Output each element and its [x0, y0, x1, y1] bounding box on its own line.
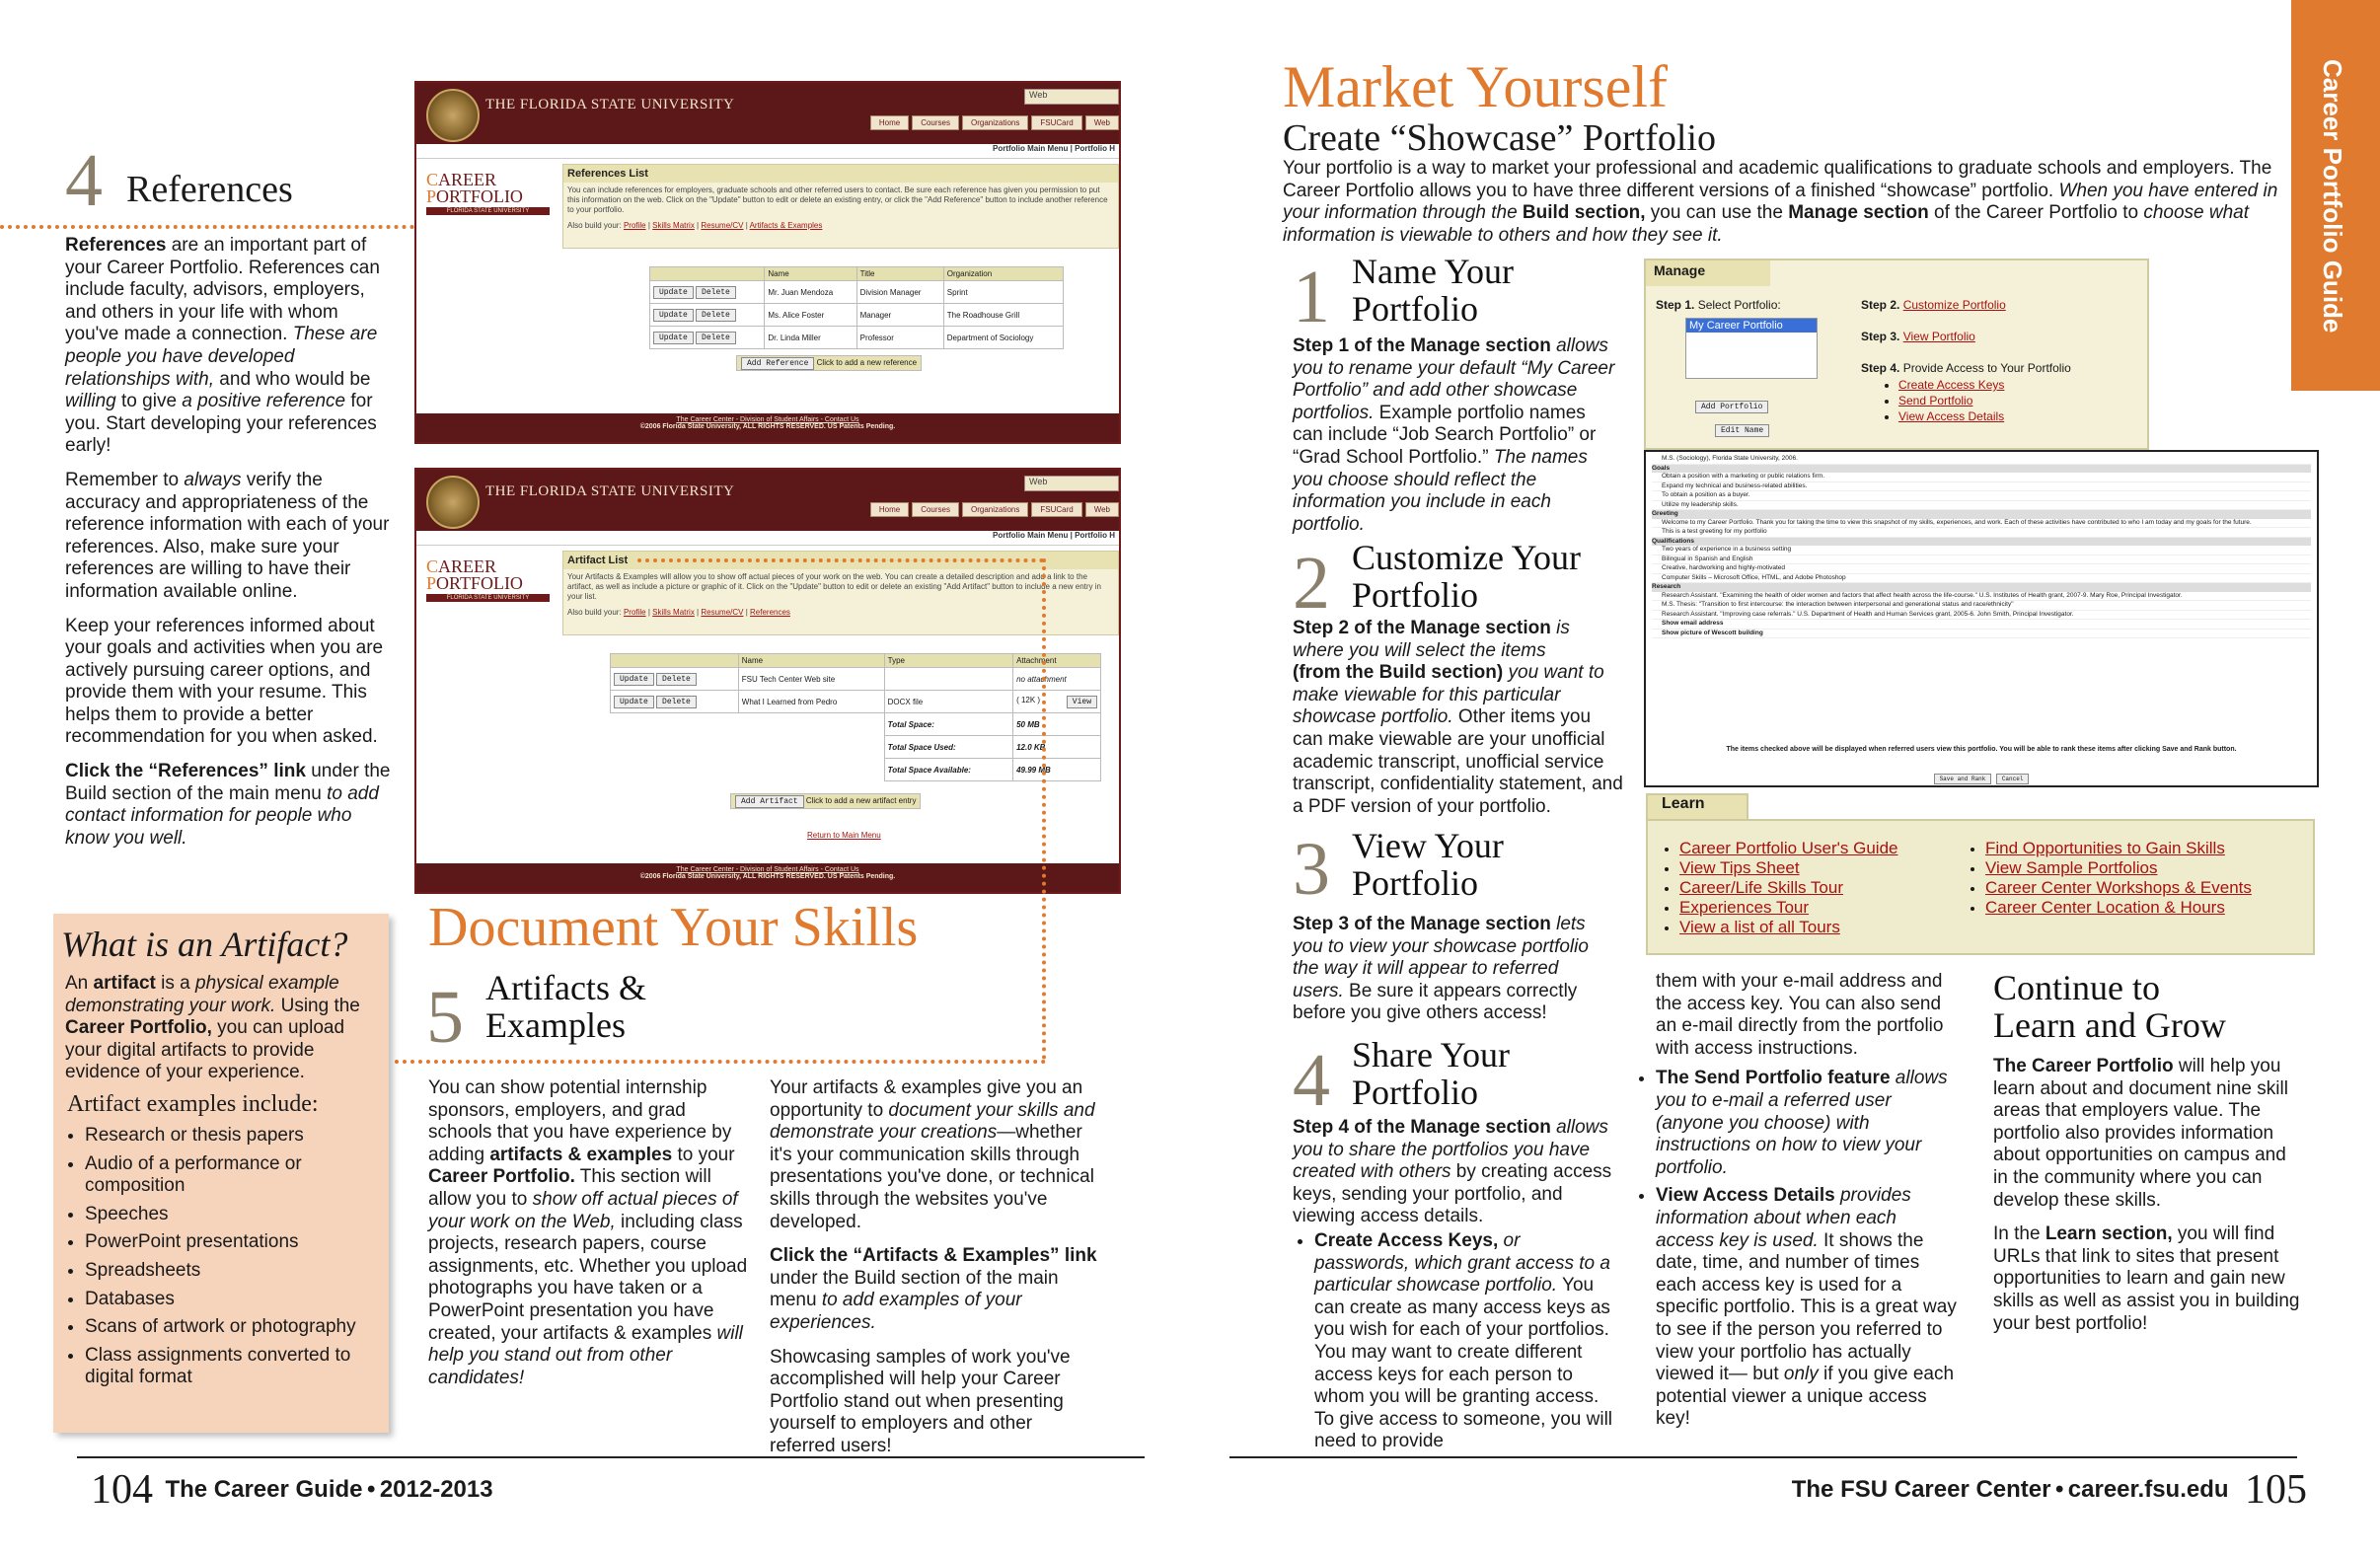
- side-tab: [2291, 0, 2380, 391]
- step4-heading: Share Your Portfolio: [1352, 1035, 1511, 1112]
- top-tabs: [870, 115, 1119, 130]
- artifacts-heading: Artifacts & Examples: [485, 968, 646, 1045]
- artifacts-screenshot: THE FLORIDA STATE UNIVERSITY Web Home Courses Organizations FSUCard Web Portfolio Main Menu | Portfolio H CAREER PORTFOLIO FLORIDA STATE UNIVERSITY Artifact List Your Artifacts & Examples will allow you to show off actual pieces of your work on the web. You can create a detailed description and add a link to the artifact, as well as include a picture or graphic of it. Click on the "Update" button to edit or delete an existing "Add Artifact" button to include a new entry in your list. Also build your: Profile | Skills Matrix | Resume/CV | References Name Type Attachment Update Delete FSU Tech Center Web site no attachment Update Delete What I Learned from Pedro DOCX file ( 12K ) View Total Space: 50 MB Total Space Used: 12.0 KB Total Space Available: 49.99 MB Add Artifact Click to add a new artifact entry Return to Main Menu The Career Center - Division of Student Affairs - Contact Us ©2006 Florida State University, ALL RIGHTS RESERVED. US Patents Pending.: [414, 468, 1121, 894]
- step3-heading: View Your Portfolio: [1352, 826, 1504, 903]
- location-hours-link[interactable]: Career Center Location & Hours: [1985, 898, 2225, 917]
- list-item: • View Access Details provides information about when each access key is used. It shows the date, time, and number of times each access key is used for a specific portfolio. This is a great way to see if the person you referred to view your portfolio has actually viewed it— but only if you give each potential viewer a unique access key!: [1656, 1185, 1960, 1431]
- step4-row: Step 4. Provide Access to Your Portfolio: [1861, 361, 2071, 375]
- manage-title: Manage: [1646, 260, 1770, 286]
- page-number-105: 105: [2245, 1467, 2307, 1513]
- artifact-box-text: An artifact is a physical example demonstrating your work. Using the Career Portfolio, you can upload your digital artifacts to provide evidence of your experience.: [65, 973, 360, 1083]
- right-footer-rule: [1229, 1456, 2297, 1458]
- tab-fsucard: FSUCard: [1031, 115, 1081, 130]
- document-col1: You can show potential internship sponsors, employers, and grad schools that you have experience by adding artifacts & examples to your Career Portfolio. This section will allow you to show off actual pieces of your work on the Web, including class projects, research papers, course assignments, etc. Whether you upload photographs you have taken or a PowerPoint presentation you have created, your artifacts & examples will help you stand out from other candidates!: [428, 1077, 748, 1388]
- section-header: Goals: [1652, 465, 2311, 474]
- edit-name-button[interactable]: Edit Name: [1715, 424, 1769, 437]
- users-guide-link[interactable]: Career Portfolio User's Guide: [1679, 839, 1898, 857]
- left-footer-rule: [77, 1456, 1145, 1458]
- customize-note: The items checked above will be displayed when referred users view this portfolio. You will be able to rank these items after clicking Save and Rank button.: [1726, 746, 2237, 753]
- section-header: Greeting: [1652, 510, 2311, 519]
- list-item: Bilingual in Spanish and English: [1652, 556, 2311, 565]
- step1-label: Step 1. Select Portfolio:: [1656, 298, 1781, 312]
- manage-panel: [1644, 259, 2149, 450]
- customize-panel: [1644, 450, 2319, 787]
- fsu-seal-icon: [426, 89, 480, 142]
- step4-text: Step 4 of the Manage section allows you to share the portfolios you have created with others by creating access keys, sending your portfolio, and viewing access details. • Create Access Keys, or passwords, which grant access to a particular showcase portfolio. You can create as many access keys as you wish for each of your portfolios. You may want to create different access keys for each person to whom you will be granting access. To give access to someone, you will need to provide: [1293, 1117, 1618, 1459]
- artifact-box-title: What is an Artifact?: [61, 925, 348, 964]
- career-portfolio-logo: CAREER PORTFOLIO FLORIDA STATE UNIVERSITY: [426, 172, 550, 215]
- step1-number: 1: [1293, 256, 1330, 338]
- list-item: Expand my technical and business-related abilities.: [1652, 482, 2311, 492]
- artifact-dotted-top: [637, 558, 1044, 562]
- screenshot-footer: The Career Center - Division of Student Affairs - Contact Us ©2006 Florida State University, ALL RIGHTS RESERVED. US Patents Pending.: [416, 413, 1119, 442]
- sample-portfolios-link[interactable]: View Sample Portfolios: [1985, 858, 2158, 877]
- step3-row: Step 3. View Portfolio: [1861, 330, 1975, 343]
- add-artifact-row: Add Artifact Click to add a new artifact entry: [730, 793, 921, 809]
- all-tours-link[interactable]: View a list of all Tours: [1679, 918, 1840, 936]
- view-access-details-link[interactable]: View Access Details: [1898, 409, 2005, 423]
- return-link: Return to Main Menu: [807, 831, 881, 840]
- share-continued: them with your e-mail address and the access key. You can also send an e-mail directly from the portfolio with access instructions. • The Send Portfolio feature allows you to e-mail a referred user (anyone you choose) with instructions on how to view your portfolio. • View Access Details provides information about when each access key is used. It shows the date, time, and number of times each access key is used for a specific portfolio. This is a great way to see if the person you referred to view your portfolio has actually viewed it— but only if you give each potential viewer a unique access key!: [1634, 971, 1960, 1437]
- web-search: Web: [1024, 89, 1119, 105]
- send-portfolio-link[interactable]: Send Portfolio: [1898, 394, 1973, 408]
- list-item: M.S. Thesis: "Transition to first intercourse: the interaction between interpersonal and generational status and race/ethnicity": [1652, 601, 2311, 611]
- cancel-button[interactable]: Cancel: [1996, 774, 2030, 784]
- learn-links-col1: [1662, 839, 1898, 937]
- references-heading: References: [126, 169, 293, 210]
- learn-panel: [1646, 819, 2315, 955]
- access-links: [1883, 377, 2004, 424]
- references-body: References are an important part of your Career Portfolio. References can include faculty, advisors, employers, and others in your life with whom you've made a connection. These are people you have developed relationships with, and who would be willing to give a positive reference for you. Start developing your references early! Remember to always verify the accuracy and appropriateness of the reference information with each of your references. Also, make sure your references are willing to have their information available online. Keep your references informed about your goals and activities when you are actively pursuing career options, and provide them with your resume. This helps them to provide a better recommendation for you when asked. Click the “References” link under the Build section of the main menu to add contact information for people who know you well.: [65, 235, 391, 849]
- tab-web: Web: [1085, 115, 1119, 130]
- section-header: Qualifications: [1652, 538, 2311, 547]
- list-item: Show email address: [1652, 620, 2311, 630]
- step2-text: Step 2 of the Manage section is where you will select the items (from the Build section) you want to make viewable for this particular showcase portfolio. Other items you can make viewable are your unofficial academic transcript, unofficial service transcript, confidentiality statement, and a PDF version of your portfolio.: [1293, 618, 1623, 817]
- section-header: Research: [1652, 583, 2311, 592]
- learn-title: Learn: [1646, 793, 1748, 819]
- university-name: THE FLORIDA STATE UNIVERSITY: [485, 97, 735, 112]
- list-item: Utilize my leadership skills.: [1652, 501, 2311, 511]
- list-item: M.S. (Sociology), Florida State University, 2006.: [1652, 455, 2311, 465]
- list-item: Obtain a position with a marketing or public relations firm.: [1652, 473, 2311, 482]
- add-reference-row: Add Reference Click to add a new reference: [736, 355, 922, 371]
- list-item: Welcome to my Career Portfolio. Thank you for taking the time to view this snapshot of my skills, experiences, and work. Each of these activities have contributed to who I am today and my goals for the future.: [1652, 519, 2311, 529]
- references-table: Name Title Organization Update Delete Mr. Juan Mendoza Division Manager Sprint Update Delete Ms. Alice Foster Manager The Roadhouse Grill Update Delete Dr. Linda Miller Professor Department of Sociology: [649, 266, 1064, 349]
- step2-row: Step 2. Customize Portfolio: [1861, 298, 2006, 312]
- references-screenshot: [414, 81, 1121, 444]
- opportunities-link[interactable]: Find Opportunities to Gain Skills: [1985, 839, 2225, 857]
- step2-number: 2: [1293, 542, 1330, 625]
- references-dotted-line: [0, 225, 446, 229]
- tab-courses: Courses: [912, 115, 959, 130]
- continue-text: The Career Portfolio will help you learn about and document nine skill areas that employers value. The portfolio also provides information about opportunities on campus and in the community where you can develop these skills. In the Learn section, you will find URLs that link to sites that present opportunities to learn and gain new skills as well as assist you in building your best portfolio!: [1993, 1056, 2300, 1334]
- experiences-tour-link[interactable]: Experiences Tour: [1679, 898, 1810, 917]
- list-item: • Class assignments converted to digital format: [85, 1345, 381, 1389]
- list-item: Creative, hardworking and highly-motivated: [1652, 564, 2311, 574]
- artifact-dotted-bottom: [395, 1060, 1046, 1064]
- list-item: • Scans of artwork or photography: [85, 1316, 381, 1339]
- step1-text: Step 1 of the Manage section allows you to rename your default “My Career Portfolio” and add other showcase portfolios. Example portfolio names can include “Job Search Portfolio” or “Grad School Portfolio.” The names you choose should reflect the information you include in each portfolio.: [1293, 335, 1615, 535]
- step3-number: 3: [1293, 828, 1330, 911]
- tips-sheet-link[interactable]: View Tips Sheet: [1679, 858, 1800, 877]
- skills-tour-link[interactable]: Career/Life Skills Tour: [1679, 878, 1843, 897]
- list-item: • Create Access Keys, or passwords, which grant access to a particular showcase portfolio. You can create as many access keys as you wish for each of your portfolios. You may want to create different access keys for each person to whom you will be granting access. To give access to someone, you will need to provide: [1314, 1230, 1618, 1453]
- add-portfolio-button[interactable]: Add Portfolio: [1695, 401, 1768, 413]
- list-item: • Audio of a performance or composition: [85, 1153, 381, 1198]
- list-item: Research Assistant. "Improving case referrals." U.S. Department of Health and Human Services grant, 2005-6. John Smith, Principal Investigator.: [1652, 611, 2311, 621]
- list-item: • Speeches: [85, 1204, 381, 1226]
- list-item: Research Assistant. "Examining the health of older women and factors that affect health across the life-course." U.S. Institutes of Health grant, 2007-9. Mary Roe, Principal Investigator.: [1652, 592, 2311, 602]
- left-footer: 104 The Career Guide • 2012-2013: [91, 1467, 493, 1513]
- market-intro: Your portfolio is a way to market your professional and academic qualifications to graduate schools and employers. The Career Portfolio allows you to have three different versions of a finished “showcase” portfolio. When you have entered in your information through the Build section, you can use the Manage section of the Career Portfolio to choose what information is viewable to others and how they see it.: [1283, 158, 2278, 246]
- list-item: Show picture of Wescott building: [1652, 630, 2311, 639]
- career-portfolio-logo: CAREER PORTFOLIO FLORIDA STATE UNIVERSITY: [426, 558, 550, 602]
- list-item: Two years of experience in a business setting: [1652, 546, 2311, 556]
- continue-heading: Continue to Learn and Grow: [1993, 968, 2226, 1045]
- page-number-104: 104: [91, 1467, 153, 1513]
- list-item: • Databases: [85, 1289, 381, 1311]
- customize-buttons: [1646, 768, 2317, 785]
- step4-number: 4: [1293, 1039, 1330, 1122]
- side-tab-label: Career Portfolio Guide: [2318, 59, 2347, 333]
- list-item: • Research or thesis papers: [85, 1125, 381, 1148]
- document-title: Document Your Skills: [428, 897, 919, 958]
- artifact-list-title: Artifact examples include:: [67, 1091, 319, 1117]
- artifacts-table: Name Type Attachment Update Delete FSU Tech Center Web site no attachment Update Delete What I Learned from Pedro DOCX file ( 12K ) View Total Space: 50 MB Total Space Used: 12.0 KB Total Space Available: 49.99 MB: [610, 653, 1101, 781]
- market-subtitle: Create “Showcase” Portfolio: [1283, 117, 1716, 159]
- learn-links-col2: [1968, 839, 2252, 918]
- list-item: Computer Skills – Microsoft Office, HTML, and Adobe Photoshop: [1652, 574, 2311, 584]
- references-number: 4: [65, 139, 103, 222]
- workshops-link[interactable]: Career Center Workshops & Events: [1985, 878, 2252, 897]
- artifact-dotted-right: [1042, 558, 1046, 1060]
- step3-text: Step 3 of the Manage section lets you to view your showcase portfolio the way it will appear to referred users. Be sure it appears correctly before you give others access!: [1293, 914, 1589, 1024]
- save-rank-button[interactable]: Save and Rank: [1934, 774, 1992, 784]
- artifact-info-box: [53, 914, 389, 1433]
- create-access-keys-link[interactable]: Create Access Keys: [1898, 378, 2005, 392]
- portfolio-select[interactable]: My Career Portfolio: [1685, 318, 1818, 379]
- step2-heading: Customize Your Portfolio: [1352, 538, 1582, 615]
- artifacts-number: 5: [426, 976, 464, 1059]
- list-item: • PowerPoint presentations: [85, 1231, 381, 1254]
- list-item: To obtain a position as a buyer.: [1652, 491, 2311, 501]
- fsu-seal-icon: [426, 476, 480, 529]
- artifact-examples-list: [63, 1125, 381, 1395]
- references-list-panel: References List You can include references for employers, graduate schools and other referred users to contact. Be sure each reference has given you permission to put this information on the web. Click on the "Update" button to edit or delete an existing entry, or click the "Add Reference" button to include another reference to your portfolio. Also build your: Profile | Skills Matrix | Resume/CV | Artifacts & Examples: [562, 164, 1119, 249]
- list-item: • Spreadsheets: [85, 1260, 381, 1283]
- list-item: This is a test greeting for my portfolio: [1652, 528, 2311, 538]
- customize-rows: [1646, 452, 2317, 641]
- tab-home: Home: [870, 115, 909, 130]
- list-item: • The Send Portfolio feature allows you to e-mail a referred user (anyone you choose) with instructions on how to view your portfolio.: [1656, 1068, 1960, 1179]
- tab-organizations: Organizations: [962, 115, 1028, 130]
- market-title: Market Yourself: [1283, 54, 1668, 119]
- fsu-header: [416, 83, 1119, 144]
- portfolio-menu-bar: Portfolio Main Menu | Portfolio H: [416, 144, 1119, 159]
- document-col2: Your artifacts & examples give you an opportunity to document your skills and demonstrate your creations—whether it's your communication skills through presentations you've done, or technical skills through the websites you've developed. Click the “Artifacts & Examples” link under the Build section of the main menu to add examples of your experiences. Showcasing samples of work you've accomplished will help your Career Portfolio stand out when presenting yourself to employers and other referred users!: [770, 1077, 1097, 1456]
- right-footer: The FSU Career Center • career.fsu.edu 105: [1791, 1467, 2307, 1513]
- artifact-list-panel: Artifact List Your Artifacts & Examples will allow you to show off actual pieces of your work on the web. You can create a detailed description and add a link to the artifact, as well as include a picture or graphic of it. Click on the "Update" button to edit or delete an existing "Add Artifact" button to include a new entry in your list. Also build your: Profile | Skills Matrix | Resume/CV | References: [562, 551, 1119, 635]
- step1-heading: Name Your Portfolio: [1352, 252, 1515, 329]
